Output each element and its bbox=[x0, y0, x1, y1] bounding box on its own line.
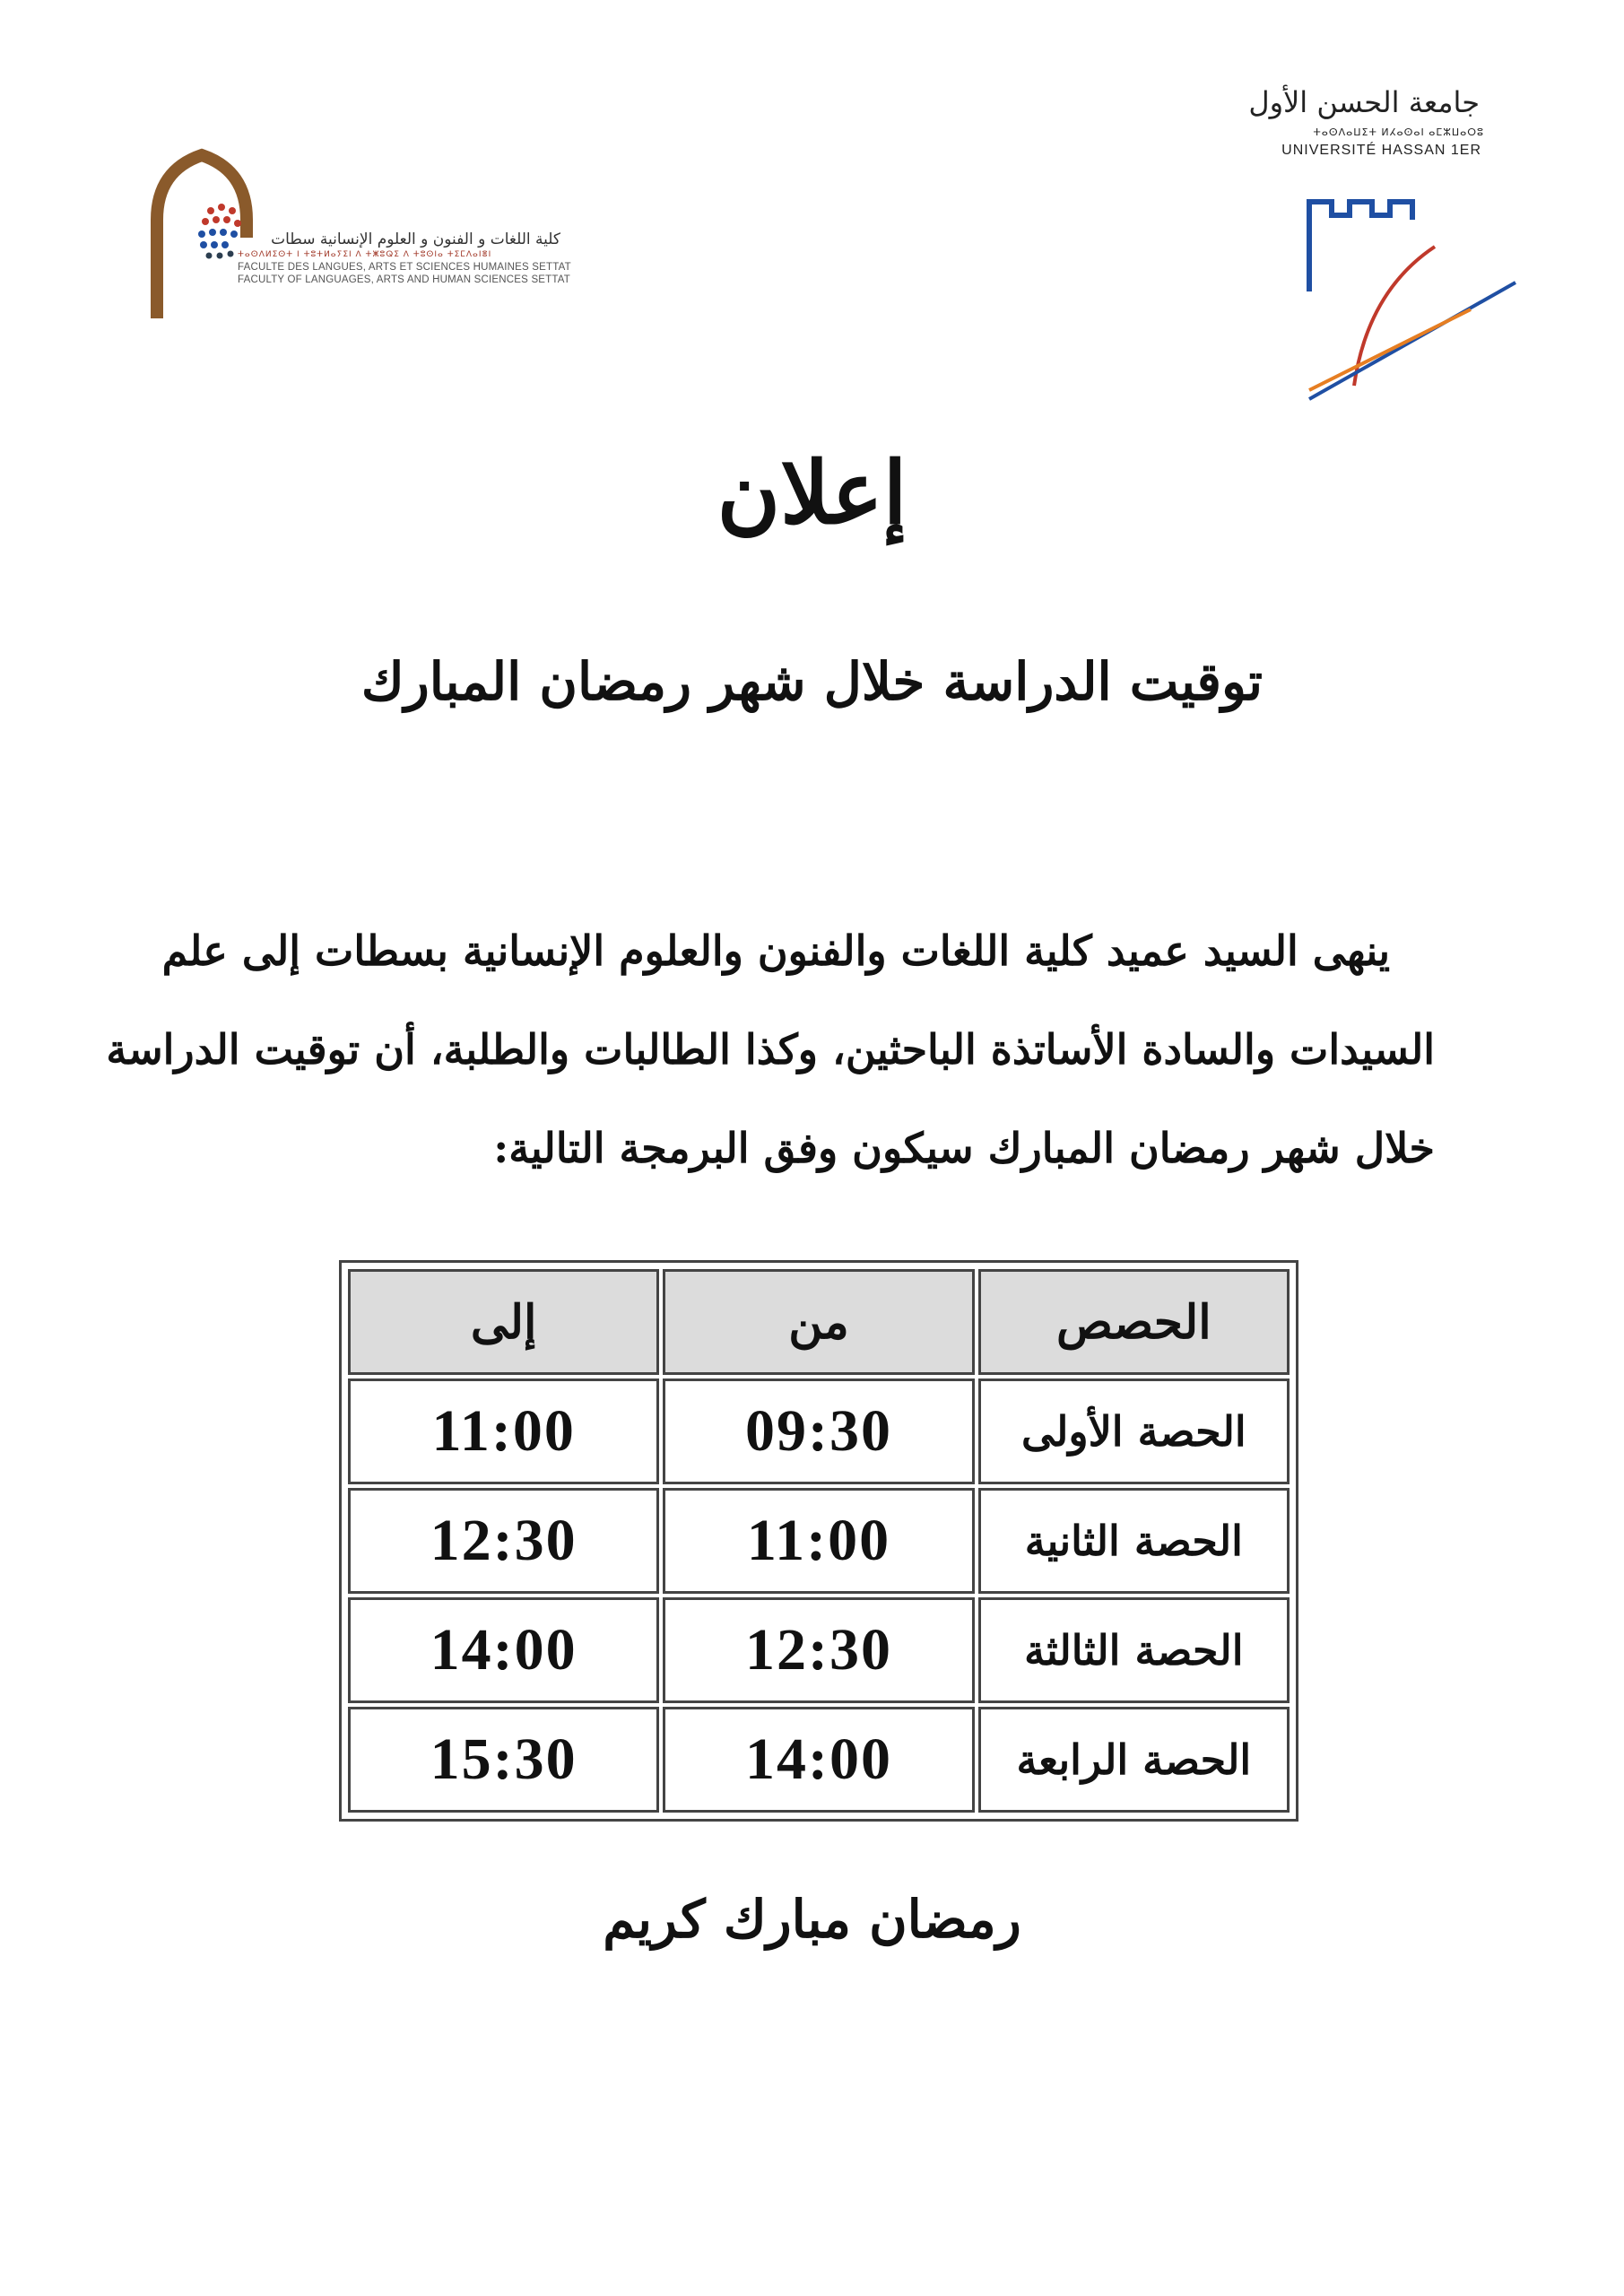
session-name-cell: الحصة الأولى bbox=[978, 1378, 1290, 1484]
column-header-session: الحصص bbox=[978, 1269, 1290, 1375]
column-header-to: إلى bbox=[348, 1269, 659, 1375]
start-time-cell: 09:30 bbox=[663, 1378, 974, 1484]
session-name-cell: الحصة الثانية bbox=[978, 1488, 1290, 1594]
faculty-name-arabic: كلية اللغات و الفنون و العلوم الإنسانية سطات bbox=[271, 230, 560, 248]
start-time-cell: 12:30 bbox=[663, 1597, 974, 1703]
end-time-cell: 14:00 bbox=[348, 1597, 659, 1703]
body-line: السيدات والسادة الأساتذة الباحثين، وكذا الطالبات والطلبة، أن توقيت الدراسة bbox=[106, 1025, 1435, 1074]
table-row bbox=[348, 1378, 1290, 1484]
faculty-name-french: FACULTE DES LANGUES, ARTS ET SCIENCES HUMAINES SETTAT bbox=[238, 262, 571, 273]
start-time-cell: 11:00 bbox=[663, 1488, 974, 1594]
column-header-from: من bbox=[663, 1269, 974, 1375]
announcement-body bbox=[106, 901, 1435, 1197]
body-line: خلال شهر رمضان المبارك سيكون وفق البرمجة التالية: bbox=[493, 1124, 1435, 1172]
end-time-cell: 11:00 bbox=[348, 1378, 659, 1484]
university-name-arabic: جامعة الحسن الأول bbox=[1248, 85, 1480, 119]
table-header-row bbox=[348, 1269, 1290, 1375]
university-tower-emblem-icon bbox=[1291, 184, 1524, 408]
university-name-french: UNIVERSITÉ HASSAN 1ER bbox=[1281, 143, 1481, 158]
table-row bbox=[348, 1488, 1290, 1594]
page-subtitle: توقيت الدراسة خلال شهر رمضان المبارك bbox=[360, 651, 1264, 712]
university-name-tifinagh: ⵜⴰⵙⴷⴰⵡⵉⵜ ⵍⵃⴰⵙⴰⵏ ⴰⵎⵣⵡⴰⵔⵓ bbox=[1313, 126, 1484, 138]
schedule-table bbox=[339, 1260, 1298, 1822]
end-time-cell: 12:30 bbox=[348, 1488, 659, 1594]
session-name-cell: الحصة الثالثة bbox=[978, 1597, 1290, 1703]
table-row bbox=[348, 1707, 1290, 1813]
end-time-cell: 15:30 bbox=[348, 1707, 659, 1813]
university-logo bbox=[1229, 85, 1524, 408]
faculty-name-tifinagh: ⵜⴰⵙⴷⵍⵉⵙⵜ ⵏ ⵜⵓⵜⵍⴰⵢⵉⵏ ⴷ ⵜⵥⵓⵕⵉ ⴷ ⵜⵓⵙⵏⴰ ⵜⵉⵎⴷⴰⵏⴻⵏ bbox=[238, 250, 492, 259]
faculty-name-english: FACULTY OF LANGUAGES, ARTS AND HUMAN SCIENCES SETTAT bbox=[238, 274, 571, 285]
page-title: إعلان bbox=[716, 442, 908, 544]
closing-greeting: رمضان مبارك كريم bbox=[603, 1889, 1021, 1950]
table-row bbox=[348, 1597, 1290, 1703]
start-time-cell: 14:00 bbox=[663, 1707, 974, 1813]
session-name-cell: الحصة الرابعة bbox=[978, 1707, 1290, 1813]
faculty-logo bbox=[148, 148, 571, 327]
body-line: ينهى السيد عميد كلية اللغات والفنون والعلوم الإنسانية بسطات إلى علم bbox=[161, 926, 1390, 975]
